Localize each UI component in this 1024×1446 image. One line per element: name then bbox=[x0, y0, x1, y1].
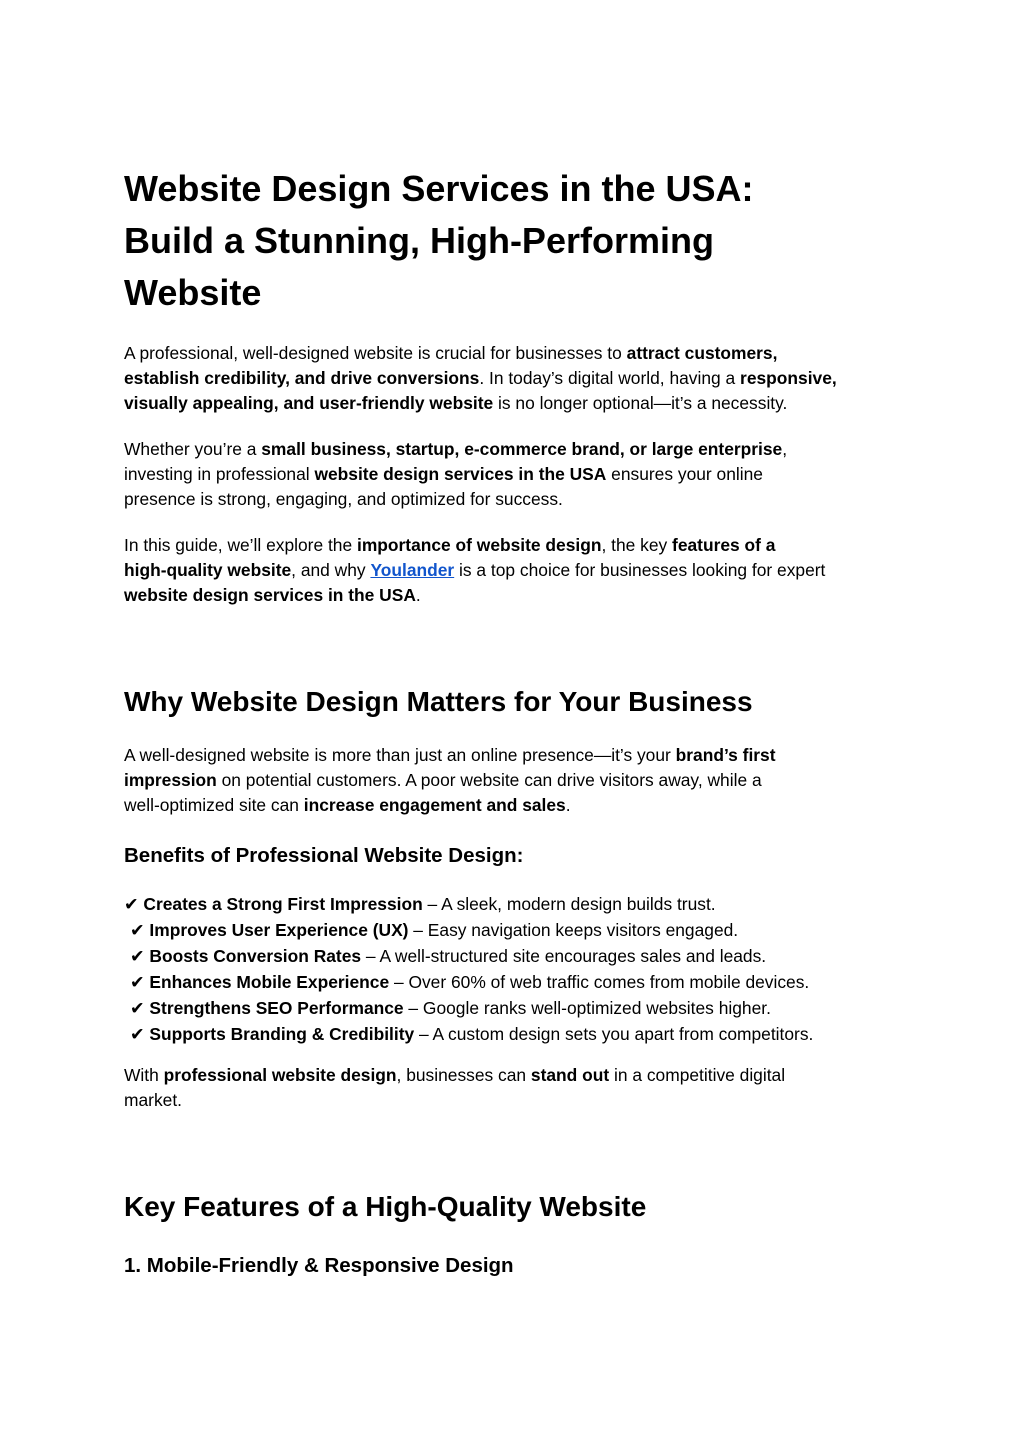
text: – A custom design sets you apart from competitors. bbox=[414, 1024, 814, 1044]
checkmark-icon: ✔ bbox=[130, 999, 145, 1019]
why-paragraph bbox=[124, 743, 914, 818]
text: With bbox=[124, 1065, 164, 1085]
text: – Google ranks well-optimized websites higher. bbox=[403, 998, 771, 1018]
benefits-list bbox=[124, 892, 914, 1048]
bold-text: importance of website design bbox=[356, 535, 602, 555]
text: on potential customers. A poor website can drive visitors away, while a bbox=[216, 770, 762, 790]
text: In this guide, we’ll explore the bbox=[124, 535, 357, 555]
bold-text: Enhances Mobile Experience bbox=[149, 972, 390, 992]
bold-text: Supports Branding & Credibility bbox=[149, 1024, 415, 1044]
why-heading: Why Website Design Matters for Your Business bbox=[124, 686, 753, 717]
text: market. bbox=[124, 1090, 182, 1110]
bold-text: small business, startup, e-commerce brand, or large enterprise bbox=[261, 439, 783, 459]
checkmark-icon: ✔ bbox=[130, 973, 145, 993]
text: – Over 60% of web traffic comes from mobile devices. bbox=[389, 972, 810, 992]
text: A well-designed website is more than just an online presence—it’s your bbox=[124, 745, 676, 765]
intro-paragraph-3 bbox=[124, 533, 914, 608]
intro-paragraph-1 bbox=[124, 341, 914, 416]
intro-paragraph-2 bbox=[124, 437, 914, 512]
list-item bbox=[124, 944, 914, 970]
bold-text: visually appealing, and user-friendly website bbox=[124, 393, 494, 413]
bold-text: Strengthens SEO Performance bbox=[149, 998, 404, 1018]
page-title-line-2: Build a Stunning, High-Performing bbox=[124, 220, 714, 261]
text: ensures your online bbox=[606, 464, 763, 484]
bold-text: website design services in the USA bbox=[124, 585, 416, 605]
list-item bbox=[124, 996, 914, 1022]
list-item bbox=[124, 1022, 914, 1048]
bold-text: website design services in the USA bbox=[314, 464, 607, 484]
text: – A sleek, modern design builds trust. bbox=[422, 894, 716, 914]
checkmark-icon: ✔ bbox=[130, 921, 145, 941]
list-item bbox=[124, 918, 914, 944]
youlander-link[interactable]: Youlander bbox=[370, 560, 455, 580]
bold-text: establish credibility, and drive conversions bbox=[124, 368, 480, 388]
text: in a competitive digital bbox=[609, 1065, 786, 1085]
bold-text: impression bbox=[124, 770, 217, 790]
features-subheading-1: 1. Mobile-Friendly & Responsive Design bbox=[124, 1254, 514, 1277]
bold-text: attract customers, bbox=[626, 343, 778, 363]
bold-text: high-quality website bbox=[124, 560, 292, 580]
page-title bbox=[124, 163, 884, 319]
bold-text: increase engagement and sales bbox=[303, 795, 566, 815]
text: – Easy navigation keeps visitors engaged. bbox=[408, 920, 739, 940]
text: is no longer optional—it’s a necessity. bbox=[493, 393, 788, 413]
page-title-line-3: Website bbox=[124, 272, 262, 313]
text: presence is strong, engaging, and optimized for success. bbox=[124, 489, 563, 509]
checkmark-icon: ✔ bbox=[130, 1025, 145, 1045]
text: , the key bbox=[601, 535, 673, 555]
text: . bbox=[415, 585, 421, 605]
bold-text: Improves User Experience (UX) bbox=[149, 920, 409, 940]
why-closing-paragraph bbox=[124, 1063, 914, 1113]
text: A professional, well-designed website is crucial for businesses to bbox=[124, 343, 627, 363]
text: . In today’s digital world, having a bbox=[479, 368, 741, 388]
text: – A well-structured site encourages sales and leads. bbox=[361, 946, 767, 966]
text: , and why bbox=[291, 560, 371, 580]
text: is a top choice for businesses looking for expert bbox=[454, 560, 826, 580]
text: , bbox=[782, 439, 788, 459]
text: Whether you’re a bbox=[124, 439, 262, 459]
checkmark-icon: ✔ bbox=[124, 895, 139, 915]
bold-text: responsive, bbox=[740, 368, 837, 388]
list-item bbox=[124, 892, 914, 918]
bold-text: features of a bbox=[672, 535, 776, 555]
bold-text: professional website design bbox=[163, 1065, 397, 1085]
text: , businesses can bbox=[396, 1065, 531, 1085]
list-item bbox=[124, 970, 914, 996]
text: well-optimized site can bbox=[124, 795, 304, 815]
checkmark-icon: ✔ bbox=[130, 947, 145, 967]
bold-text: Boosts Conversion Rates bbox=[149, 946, 362, 966]
features-heading: Key Features of a High-Quality Website bbox=[124, 1191, 647, 1222]
bold-text: brand’s first bbox=[675, 745, 776, 765]
text: investing in professional bbox=[124, 464, 315, 484]
benefits-heading: Benefits of Professional Website Design: bbox=[124, 844, 524, 867]
bold-text: Creates a Strong First Impression bbox=[143, 894, 423, 914]
page-title-line-1: Website Design Services in the USA: bbox=[124, 168, 754, 209]
bold-text: stand out bbox=[530, 1065, 610, 1085]
text: . bbox=[565, 795, 571, 815]
